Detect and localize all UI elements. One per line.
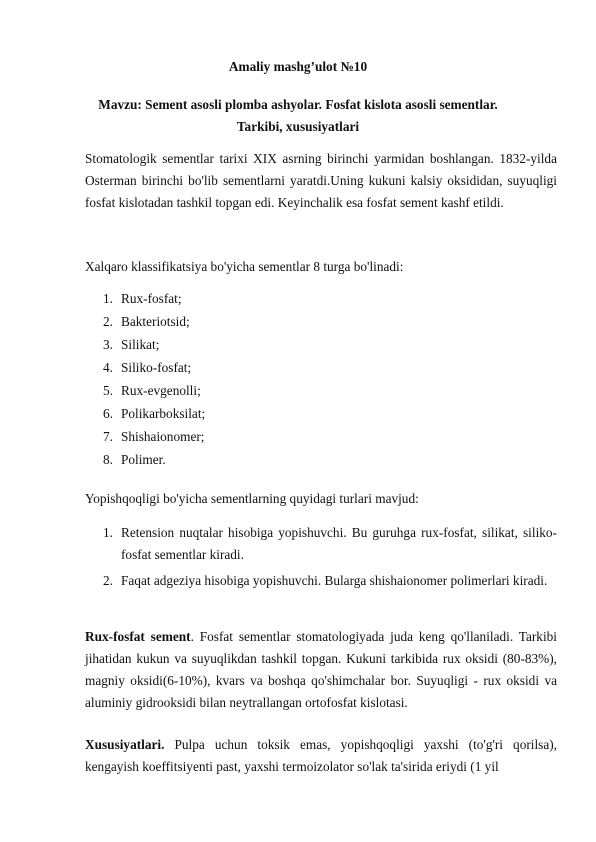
zinc-phosphate-paragraph <box>85 626 557 714</box>
zinc-phosphate-text: . Fosfat sementlar stomatologiyada juda keng qo'llaniladi. Tarkibi jihatidan kukun va suyuqlikdan tashkil topgan. Kukuni tarkibida rux oksidi (80-83%), magniy oksidi(6-10%), kvars va boshqa qo'shimchalar bor. Suyuqligi - rux oksidi va aluminiy gidrooksidi bilan neytrallangan ortofosfat kislotasi. <box>85 629 557 710</box>
adhesion-intro: Yopishqoqligi bo'yicha sementlarning quyidagi turlari mavjud: <box>85 491 419 506</box>
document-subtitle-line1: Mavzu: Sement asosli plomba ashyolar. Fosfat kislota asosli sementlar. <box>98 97 498 112</box>
list-item: 5. Rux-evgenolli; <box>103 383 201 398</box>
document-title: Amaliy mashg’ulot №10 <box>228 59 368 74</box>
list-item: 6. Polikarboksilat; <box>103 406 206 421</box>
properties-heading: Xususiyatlari. <box>85 737 165 752</box>
list-item: 8. Polimer. <box>103 452 166 467</box>
list-item: 1. Retension nuqtalar hisobiga yopishuvchi. Bu guruhga rux-fosfat, silikat, siliko-fosfat sementlar kiradi. <box>103 525 557 562</box>
list-item: 7. Shishaionomer; <box>103 429 205 444</box>
zinc-phosphate-heading: Rux-fosfat sement <box>85 629 191 644</box>
list-item: 2. Faqat adgeziya hisobiga yopishuvchi. Bularga shishaionomer polimerlari kiradi. <box>103 573 548 588</box>
list-item: 3. Silikat; <box>103 337 160 352</box>
intro-paragraph: Stomatologik sementlar tarixi XIX asrning birinchi yarmidan boshlangan. 1832-yilda Osterman birinchi bo'lib sementlarni yaratdi.Uning kukuni kalsiy oksididan, suyuqligi fosfat kislotadan tashkil topgan edi. Keyinchalik esa fosfat sement kashf etildi. <box>85 151 557 210</box>
list-item: 2. Bakteriotsid; <box>103 314 190 329</box>
properties-text: Pulpa uchun toksik emas, yopishqoqligi yaxshi (to'g'ri qorilsa), kengayish koeffitsiyenti past, yaxshi termoizolator so'lak ta'sirida eriydi (1 yil <box>85 737 557 774</box>
list-item: 4. Siliko-fosfat; <box>103 360 192 375</box>
document-subtitle-line2: Tarkibi, xususiyatlari <box>236 119 360 134</box>
properties-paragraph <box>85 734 557 778</box>
classification-intro: Xalqaro klassifikatsiya bo'yicha sementlar 8 turga bo'linadi: <box>85 259 404 274</box>
list-item: 1. Rux-fosfat; <box>103 291 182 306</box>
